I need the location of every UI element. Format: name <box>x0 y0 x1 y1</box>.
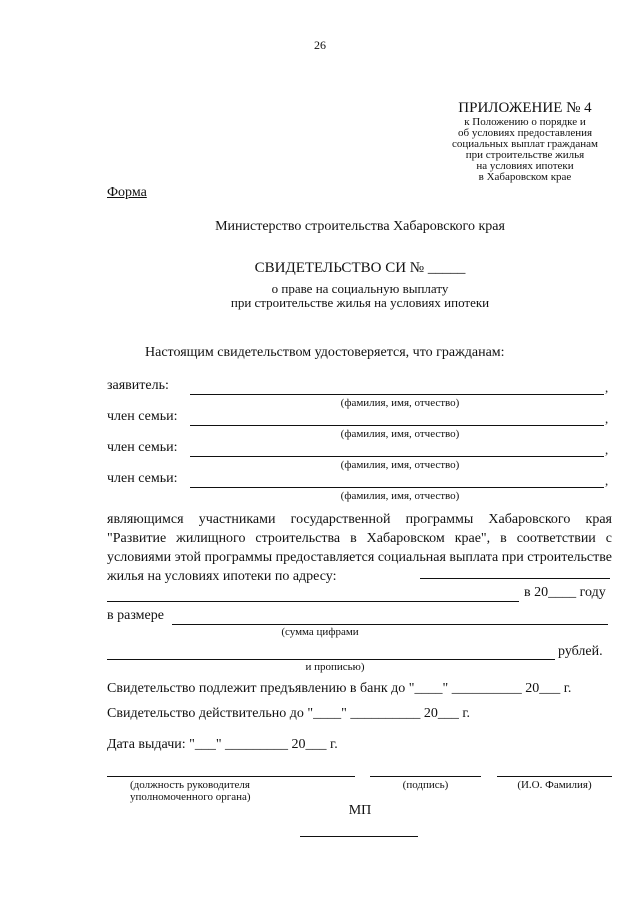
applicant-name-hint: (фамилия, имя, отчество) <box>340 397 460 409</box>
family-member-1-hint: (фамилия, имя, отчество) <box>340 428 460 440</box>
valid-until-text: Свидетельство действительно до "____" __________ 20___ г. <box>107 706 471 721</box>
certificate-subtitle-line-2: при строительстве жилья на условиях ипотеки <box>230 295 490 310</box>
appendix-title: ПРИЛОЖЕНИЕ № 4 <box>458 100 592 116</box>
appendix-line: на условиях ипотеки <box>476 160 574 172</box>
position-field[interactable] <box>107 776 355 777</box>
certificate-subtitle-line-1: о праве на социальную выплату <box>271 281 449 296</box>
family-member-2-hint: (фамилия, имя, отчество) <box>340 459 460 471</box>
address-field-line-2[interactable] <box>107 601 519 602</box>
applicant-label: заявитель: <box>107 378 169 393</box>
address-field-line-1[interactable] <box>420 578 610 579</box>
family-member-label: член семьи: <box>107 471 178 486</box>
family-member-3-hint: (фамилия, имя, отчество) <box>340 490 460 502</box>
amount-words-hint: и прописью) <box>305 661 365 673</box>
intro-text: Настоящим свидетельством удостоверяется, что гражданам: <box>145 345 505 360</box>
signature-hint: (подпись) <box>402 779 449 791</box>
stamp-label: МП <box>348 803 372 818</box>
amount-digits-field[interactable] <box>172 624 608 625</box>
currency-text: рублей. <box>558 644 603 659</box>
amount-digits-hint: (сумма цифрами <box>281 626 359 638</box>
position-hint-line-2: уполномоченного органа) <box>130 791 251 803</box>
issue-date-text: Дата выдачи: "___" _________ 20___ г. <box>107 737 338 752</box>
applicant-name-field[interactable] <box>190 394 604 395</box>
amount-label: в размере <box>107 608 164 623</box>
position-hint <box>130 779 320 803</box>
family-member-label: член семьи: <box>107 440 178 455</box>
bank-deadline-text: Свидетельство подлежит предъявлению в банк до "____" __________ 20___ г. <box>107 681 572 696</box>
certificate-subtitle <box>0 282 640 310</box>
appendix-line: при строительстве жилья <box>465 149 585 161</box>
year-text: в 20____ году <box>524 585 606 600</box>
amount-words-field[interactable] <box>107 659 555 660</box>
appendix-line: об условиях предоставления <box>457 127 593 139</box>
family-member-label: член семьи: <box>107 409 178 424</box>
family-member-2-name-field[interactable] <box>190 456 604 457</box>
position-hint-line-1: (должность руководителя <box>130 779 250 791</box>
certificate-title: СВИДЕТЕЛЬСТВО СИ № _____ <box>254 260 466 276</box>
form-label: Форма <box>107 185 147 200</box>
signature-field[interactable] <box>370 776 481 777</box>
page-number: 26 <box>314 38 326 52</box>
appendix-line: в Хабаровском крае <box>478 171 572 183</box>
full-name-hint: (И.О. Фамилия) <box>517 779 592 791</box>
comma: , <box>605 380 609 395</box>
stamp-line <box>300 836 418 837</box>
appendix-line: к Положению о порядке и <box>464 116 586 128</box>
comma: , <box>605 411 609 426</box>
family-member-3-name-field[interactable] <box>190 487 604 488</box>
family-member-1-name-field[interactable] <box>190 425 604 426</box>
comma: , <box>605 473 609 488</box>
appendix-line: социальных выплат гражданам <box>452 138 598 150</box>
appendix-block <box>440 100 610 183</box>
comma: , <box>605 442 609 457</box>
full-name-field[interactable] <box>497 776 612 777</box>
ministry-name: Министерство строительства Хабаровского края <box>215 219 505 234</box>
program-paragraph: являющимся участниками государственной программы Хабаровского края "Развитие жилищного строительства в Хабаровском крае", в соответствии с условиями этой программы предоставляется социальная выплата при строительстве жилья на условиях ипотеки по адресу: <box>107 512 612 584</box>
